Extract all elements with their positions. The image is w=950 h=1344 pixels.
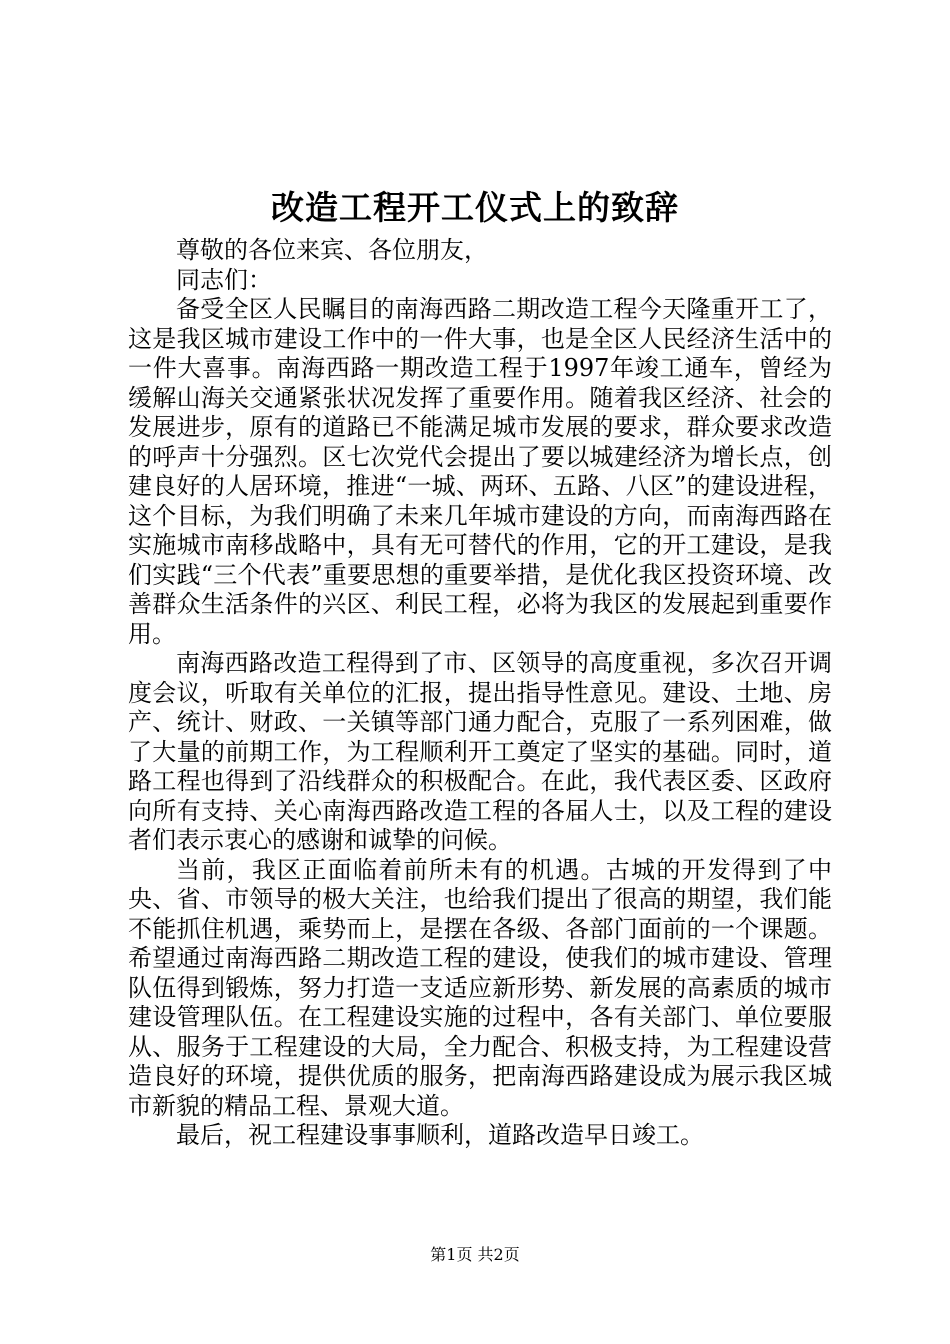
body-paragraph: 当前，我区正面临着前所未有的机遇。古城的开发得到了中央、省、市领导的极大关注，也给我们提出了很高的期望，我们能不能抓住机遇，乘势而上，是摆在各级、各部门面前的一个课题。希望通过南海西路二期改造工程的建设，使我们的城市建设、管理队伍得到锻炼，努力打造一支适应新形势、新发展的高素质的城市建设管理队伍。在工程建设实施的过程中，各有关部门、单位要服从、服务于工程建设的大局，全力配合、积极支持，为工程建设营造良好的环境，提供优质的服务，把南海西路建设成为展示我区城市新貌的精品工程、景观大道。 xyxy=(128,855,832,1120)
body-paragraph: 备受全区人民瞩目的南海西路二期改造工程今天隆重开工了，这是我区城市建设工作中的一件大事，也是全区人民经济生活中的一件大喜事。南海西路一期改造工程于1997年竣工通车，曾经为缓解山海关交通紧张状况发挥了重要作用。随着我区经济、社会的发展进步，原有的道路已不能满足城市发展的要求，群众要求改造的呼声十分强烈。区七次党代会提出了要以城建经济为增长点，创建良好的人居环境，推进“一城、两环、五路、八区”的建设进程，这个目标，为我们明确了未来几年城市建设的方向，而南海西路在实施城市南移战略中，具有无可替代的作用，它的开工建设，是我们实践“三个代表”重要思想的重要举措，是优化我区投资环境、改善群众生活条件的兴区、利民工程，必将为我区的发展起到重要作用。 xyxy=(128,295,832,648)
document-body xyxy=(128,236,832,1151)
document-title: 改造工程开工仪式上的致辞 xyxy=(271,188,679,227)
page-number-footer: 第1页 共2页 xyxy=(430,1245,520,1264)
salutation-line: 尊敬的各位来宾、各位朋友， xyxy=(176,236,488,264)
body-paragraph: 南海西路改造工程得到了市、区领导的高度重视，多次召开调度会议，听取有关单位的汇报，提出指导性意见。建设、土地、房产、统计、财政、一关镇等部门通力配合，克服了一系列困难，做了大量的前期工作，为工程顺利开工奠定了坚实的基础。同时，道路工程也得到了沿线群众的积极配合。在此，我代表区委、区政府向所有支持、关心南海西路改造工程的各届人士，以及工程的建设者们表示衷心的感谢和诚挚的问候。 xyxy=(128,649,832,854)
salutation-line: 同志们： xyxy=(176,265,272,294)
body-paragraph: 最后，祝工程建设事事顺利，道路改造早日竣工。 xyxy=(176,1121,704,1149)
